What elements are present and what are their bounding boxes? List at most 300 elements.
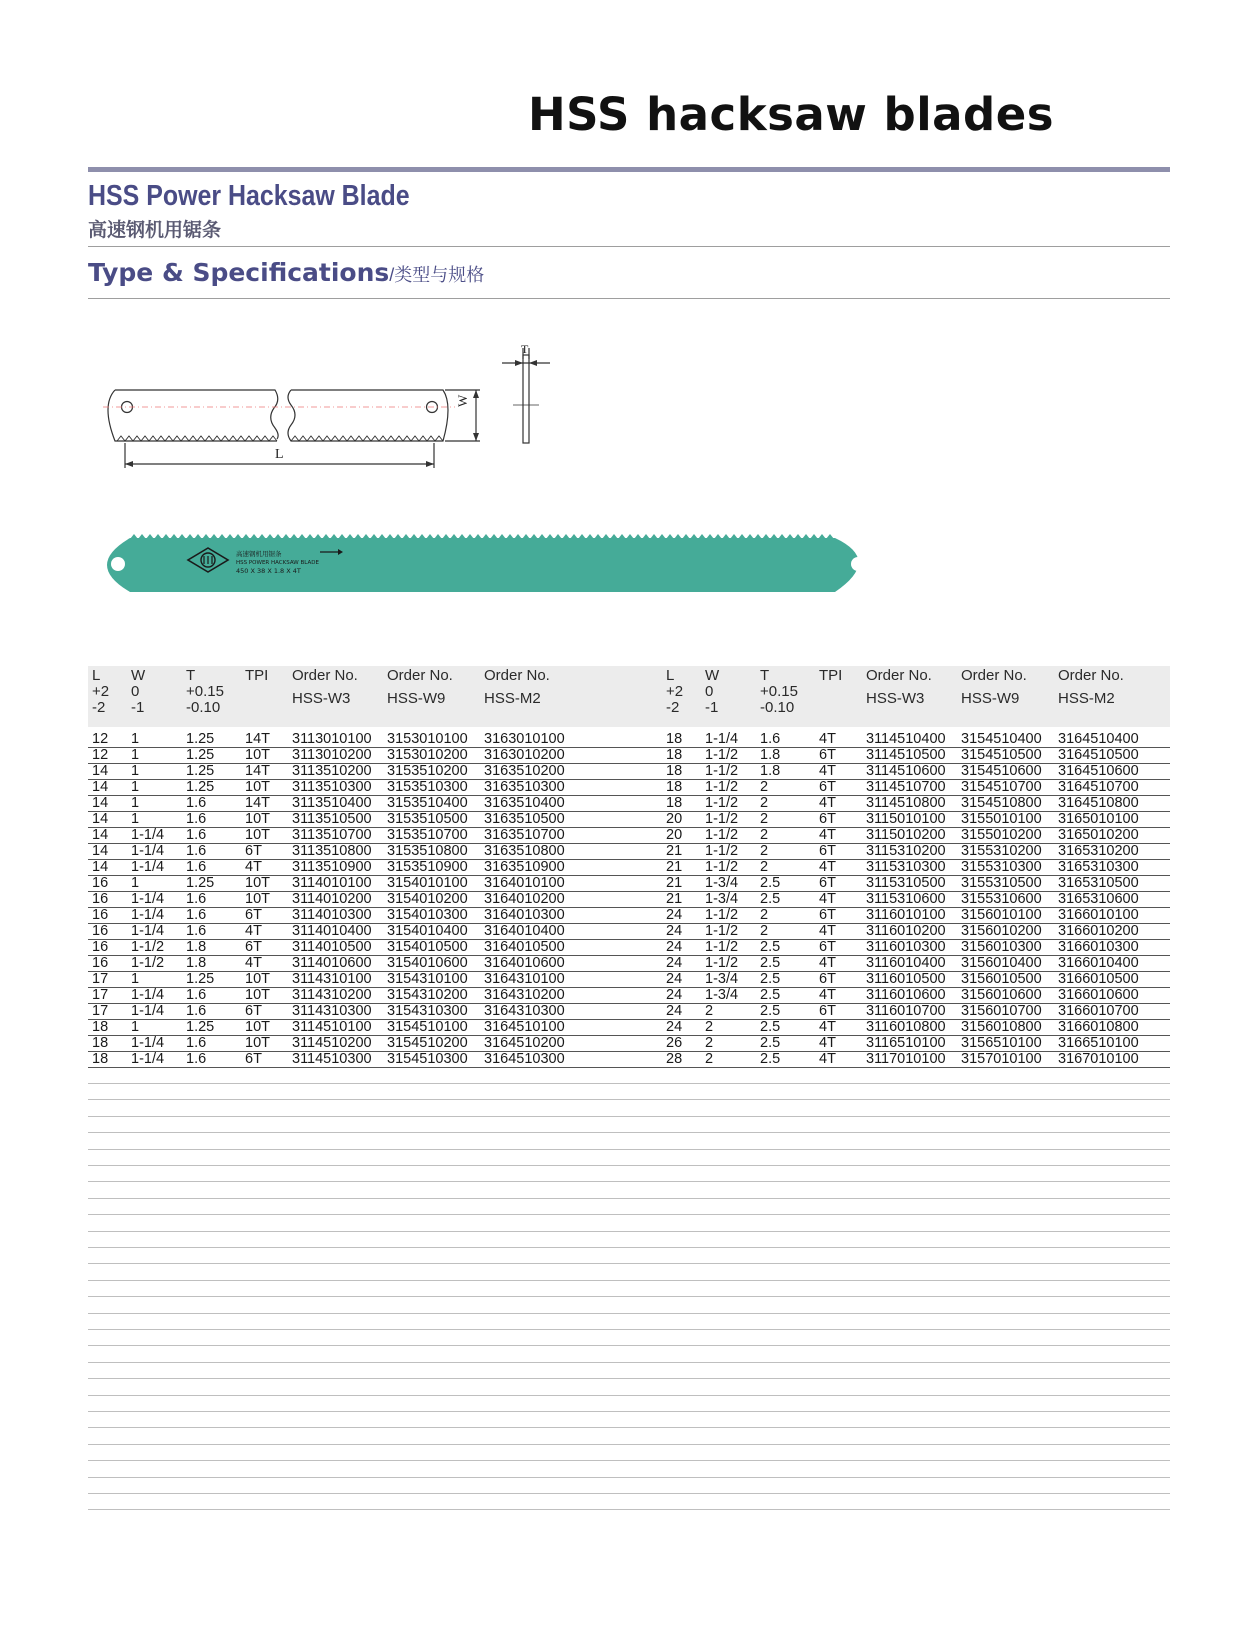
product-subtitle: 高速钢机用锯条	[88, 220, 222, 241]
thickness-profile	[523, 355, 529, 443]
cell-w: 1	[131, 747, 140, 763]
ruled-line	[88, 1444, 1170, 1445]
cell-w: 2	[705, 1051, 714, 1067]
cell-l: 24	[666, 1019, 683, 1035]
cell-order-m2: 3164510400	[1058, 731, 1139, 747]
cell-order-w9: 3155310600	[961, 891, 1042, 907]
cell-order-w3: 3114510400	[866, 731, 946, 747]
cell-w: 1-1/4	[131, 827, 165, 843]
cell-order-w9: 3154510400	[961, 731, 1042, 747]
table-row	[88, 779, 1170, 796]
dimension-label-t: T	[521, 345, 529, 356]
cell-w: 1-1/2	[705, 859, 739, 875]
header-l-line3: -2	[92, 699, 106, 716]
cell-l: 18	[666, 747, 683, 763]
ruled-line	[88, 1149, 1170, 1150]
product-title: HSS Power Hacksaw Blade	[88, 180, 410, 212]
cell-l: 16	[92, 891, 109, 907]
table-row	[88, 763, 1170, 780]
cell-w: 1-1/2	[131, 939, 165, 955]
cell-order-m2: 3164010400	[484, 923, 565, 939]
cell-w: 1-1/4	[131, 843, 165, 859]
table-row	[88, 1019, 1170, 1036]
cell-order-w3: 3114510800	[866, 795, 946, 811]
cell-order-w9: 3153510300	[387, 779, 468, 795]
cell-tpi: 4T	[819, 1019, 836, 1035]
cell-order-m2: 3164510300	[484, 1051, 565, 1067]
cell-tpi: 4T	[819, 731, 836, 747]
cell-order-m2: 3164010200	[484, 891, 565, 907]
cell-order-w9: 3154010100	[387, 875, 468, 891]
cell-l: 16	[92, 939, 109, 955]
cell-t: 1.6	[186, 827, 207, 843]
cell-order-w3: 3114010300	[292, 907, 372, 923]
cell-l: 21	[666, 843, 683, 859]
cell-l: 12	[92, 747, 109, 763]
cell-order-w9: 3153510800	[387, 843, 468, 859]
header-t-line2: +0.15	[186, 683, 224, 700]
cell-order-w9: 3155310200	[961, 843, 1042, 859]
table-row	[88, 955, 1170, 972]
cell-tpi: 4T	[819, 923, 836, 939]
cell-order-m2: 3165310300	[1058, 859, 1139, 875]
ruled-line	[88, 1116, 1170, 1117]
spec-heading	[88, 258, 484, 287]
page-title: HSS hacksaw blades	[528, 88, 1055, 141]
cell-w: 1	[131, 971, 140, 987]
ruled-line	[88, 1083, 1170, 1084]
ruled-line	[88, 1477, 1170, 1478]
cell-tpi: 10T	[245, 827, 270, 843]
cell-l: 18	[666, 763, 683, 779]
cell-l: 17	[92, 1003, 109, 1019]
cell-order-w3: 3113510500	[292, 811, 372, 827]
cell-order-w9: 3153010200	[387, 747, 468, 763]
table-row	[88, 939, 1170, 956]
cell-order-w3: 3113510200	[292, 763, 372, 779]
cell-order-w9: 3156510100	[961, 1035, 1042, 1051]
cell-order-w9: 3156010400	[961, 955, 1042, 971]
cell-order-m2: 3163510700	[484, 827, 565, 843]
cell-tpi: 6T	[819, 1003, 836, 1019]
cell-t: 2	[760, 859, 769, 875]
dimension-label-l: L	[275, 447, 284, 462]
table-row	[88, 731, 1170, 748]
cell-w: 1-1/2	[705, 795, 739, 811]
cell-t: 1.8	[760, 747, 781, 763]
cell-order-w3: 3113510700	[292, 827, 372, 843]
cell-w: 1-1/2	[705, 811, 739, 827]
ruled-line	[88, 1165, 1170, 1166]
ruled-line	[88, 1378, 1170, 1379]
cell-order-w3: 3115310500	[866, 875, 946, 891]
cell-tpi: 4T	[819, 827, 836, 843]
cell-l: 18	[666, 779, 683, 795]
header-order-w3-line2: HSS-W3	[292, 690, 351, 707]
cell-w: 2	[705, 1003, 714, 1019]
cell-order-w9: 3154510200	[387, 1035, 468, 1051]
ruled-line	[88, 1181, 1170, 1182]
cell-w: 1-1/2	[705, 939, 739, 955]
header-tpi-line1: TPI	[245, 667, 269, 684]
cell-l: 24	[666, 987, 683, 1003]
cell-order-w9: 3154510300	[387, 1051, 468, 1067]
cell-tpi: 6T	[819, 843, 836, 859]
cell-order-w9: 3157010100	[961, 1051, 1042, 1067]
cell-l: 18	[92, 1019, 109, 1035]
spec-title-cn: /类型与规格	[389, 265, 485, 285]
cell-order-m2: 3166510100	[1058, 1035, 1139, 1051]
cell-t: 1.25	[186, 747, 215, 763]
cell-w: 1	[131, 795, 140, 811]
cell-tpi: 14T	[245, 795, 270, 811]
cell-order-w9: 3156010300	[961, 939, 1042, 955]
cell-order-m2: 3164510600	[1058, 763, 1139, 779]
cell-tpi: 6T	[819, 747, 836, 763]
cell-w: 1-1/4	[705, 731, 739, 747]
cell-t: 2.5	[760, 987, 781, 1003]
cell-w: 1	[131, 1019, 140, 1035]
spec-title: Type & Specifications	[88, 258, 390, 287]
cell-tpi: 10T	[245, 811, 270, 827]
teeth-right	[291, 436, 443, 441]
header-order-m2-line2: HSS-M2	[1058, 690, 1115, 707]
cell-order-w9: 3156010500	[961, 971, 1042, 987]
cell-order-m2: 3166010500	[1058, 971, 1139, 987]
header-order-w9-line2: HSS-W9	[387, 690, 446, 707]
cell-t: 2.5	[760, 939, 781, 955]
cell-order-m2: 3165010100	[1058, 811, 1139, 827]
cell-l: 21	[666, 891, 683, 907]
cell-w: 1-1/2	[705, 747, 739, 763]
header-w-line3: -1	[131, 699, 145, 716]
cell-t: 1.6	[186, 811, 207, 827]
blade-hole-left	[111, 557, 125, 571]
cell-t: 2	[760, 907, 769, 923]
ruled-line	[88, 1099, 1170, 1100]
cell-t: 2	[760, 795, 769, 811]
header-t-line3: -0.10	[186, 699, 221, 716]
cell-order-m2: 3164510100	[484, 1019, 565, 1035]
cell-tpi: 4T	[245, 955, 262, 971]
cell-order-m2: 3164510500	[1058, 747, 1139, 763]
cell-w: 1-3/4	[705, 891, 739, 907]
cell-t: 2.5	[760, 891, 781, 907]
cell-tpi: 10T	[245, 891, 270, 907]
cell-order-m2: 3165310500	[1058, 875, 1139, 891]
cell-tpi: 4T	[819, 763, 836, 779]
cell-w: 1-3/4	[705, 875, 739, 891]
cell-w: 1-1/2	[131, 955, 165, 971]
cell-tpi: 6T	[819, 811, 836, 827]
cell-order-m2: 3165310600	[1058, 891, 1139, 907]
cell-order-m2: 3164010300	[484, 907, 565, 923]
cell-t: 1.6	[186, 1051, 207, 1067]
cell-tpi: 14T	[245, 763, 270, 779]
header-l-line3: -2	[666, 699, 680, 716]
cell-l: 18	[92, 1051, 109, 1067]
cell-l: 20	[666, 811, 683, 827]
cell-l: 14	[92, 827, 109, 843]
cell-order-w3: 3113010100	[292, 731, 372, 747]
table-row	[88, 811, 1170, 828]
cell-t: 1.6	[186, 1003, 207, 1019]
cell-tpi: 10T	[245, 747, 270, 763]
table-row	[88, 907, 1170, 924]
cell-l: 24	[666, 971, 683, 987]
header-order-w9-line1: Order No.	[961, 667, 1027, 684]
cell-order-w3: 3113010200	[292, 747, 372, 763]
ruled-line	[88, 1198, 1170, 1199]
header-l-line1: L	[92, 667, 101, 684]
cell-order-m2: 3163010200	[484, 747, 565, 763]
cell-order-w9: 3156010800	[961, 1019, 1042, 1035]
cell-tpi: 6T	[245, 939, 262, 955]
blade-print-size: 450 X 38 X 1.8 X 4T	[236, 567, 301, 575]
cell-order-w9: 3153510900	[387, 859, 468, 875]
ruled-line	[88, 1329, 1170, 1330]
cell-t: 1.6	[186, 795, 207, 811]
cell-t: 1.25	[186, 875, 215, 891]
cell-t: 1.8	[186, 939, 207, 955]
cell-order-w3: 3116010700	[866, 1003, 946, 1019]
header-t-line1: T	[760, 667, 770, 684]
ruled-line	[88, 1427, 1170, 1428]
cell-t: 1.25	[186, 1019, 215, 1035]
blade-product-image	[90, 530, 880, 600]
cell-l: 18	[666, 731, 683, 747]
cell-tpi: 10T	[245, 987, 270, 1003]
cell-order-w3: 3114010600	[292, 955, 372, 971]
cell-tpi: 6T	[245, 1003, 262, 1019]
cell-order-m2: 3166010100	[1058, 907, 1139, 923]
cell-t: 1.25	[186, 731, 215, 747]
cell-order-w3: 3116010200	[866, 923, 946, 939]
cell-order-m2: 3163510900	[484, 859, 565, 875]
cell-t: 1.8	[760, 763, 781, 779]
cell-order-w3: 3113510900	[292, 859, 372, 875]
cell-t: 1.25	[186, 763, 215, 779]
cell-l: 14	[92, 843, 109, 859]
cell-t: 2.5	[760, 1019, 781, 1035]
cell-w: 1	[131, 731, 140, 747]
cell-t: 1.8	[186, 955, 207, 971]
cell-t: 2	[760, 779, 769, 795]
cell-w: 1-1/2	[705, 923, 739, 939]
cell-tpi: 4T	[819, 987, 836, 1003]
cell-order-w3: 3115010200	[866, 827, 946, 843]
cell-order-m2: 3163510300	[484, 779, 565, 795]
cell-order-w9: 3153510400	[387, 795, 468, 811]
cell-l: 28	[666, 1051, 683, 1067]
cell-w: 1-1/4	[131, 907, 165, 923]
cell-order-w9: 3154510500	[961, 747, 1042, 763]
cell-order-w3: 3114310300	[292, 1003, 372, 1019]
header-tpi-line1: TPI	[819, 667, 843, 684]
cell-order-w9: 3153510700	[387, 827, 468, 843]
cell-order-w3: 3115310600	[866, 891, 946, 907]
cell-l: 17	[92, 987, 109, 1003]
blade-outline-right	[288, 390, 448, 441]
header-w-line2: 0	[705, 683, 714, 700]
cell-tpi: 4T	[245, 859, 262, 875]
cell-order-w9: 3156010200	[961, 923, 1042, 939]
top-divider	[88, 167, 1170, 172]
cell-order-w9: 3156010600	[961, 987, 1042, 1003]
cell-order-w3: 3114510100	[292, 1019, 372, 1035]
cell-w: 1-1/4	[131, 891, 165, 907]
cell-t: 2.5	[760, 875, 781, 891]
table-row	[88, 859, 1170, 876]
cell-order-m2: 3167010100	[1058, 1051, 1139, 1067]
cell-tpi: 4T	[819, 891, 836, 907]
cell-l: 24	[666, 955, 683, 971]
cell-w: 1-3/4	[705, 971, 739, 987]
cell-order-m2: 3163010100	[484, 731, 565, 747]
dimension-label-w: W	[455, 394, 470, 407]
table-row	[88, 795, 1170, 812]
cell-order-w9: 3154310300	[387, 1003, 468, 1019]
cell-order-w9: 3155010100	[961, 811, 1042, 827]
cell-t: 2.5	[760, 1003, 781, 1019]
ruled-line	[88, 1280, 1170, 1281]
cell-l: 24	[666, 939, 683, 955]
cell-t: 1.6	[186, 843, 207, 859]
cell-order-w3: 3116510100	[866, 1035, 946, 1051]
cell-tpi: 6T	[819, 939, 836, 955]
cell-l: 14	[92, 811, 109, 827]
cell-order-w9: 3154510800	[961, 795, 1042, 811]
header-l-line2: +2	[92, 683, 110, 700]
cell-t: 2.5	[760, 971, 781, 987]
cell-tpi: 4T	[819, 859, 836, 875]
cell-l: 14	[92, 779, 109, 795]
cell-l: 16	[92, 955, 109, 971]
ruled-line	[88, 1460, 1170, 1461]
section-divider	[88, 246, 1170, 247]
cell-order-w9: 3154510600	[961, 763, 1042, 779]
ruled-line	[88, 1214, 1170, 1215]
header-order-m2-line1: Order No.	[484, 667, 550, 684]
cell-t: 1.25	[186, 779, 215, 795]
cell-t: 1.6	[186, 859, 207, 875]
cell-order-w3: 3114510300	[292, 1051, 372, 1067]
cell-tpi: 14T	[245, 731, 270, 747]
cell-order-w3: 3115310300	[866, 859, 946, 875]
cell-w: 1-1/2	[705, 955, 739, 971]
ruled-line	[88, 1345, 1170, 1346]
cell-order-w3: 3116010800	[866, 1019, 946, 1035]
cell-w: 2	[705, 1019, 714, 1035]
cell-w: 1-1/2	[705, 763, 739, 779]
header-t-line2: +0.15	[760, 683, 798, 700]
cell-order-w9: 3154010400	[387, 923, 468, 939]
cell-order-w3: 3114510600	[866, 763, 946, 779]
cell-w: 1-1/2	[705, 843, 739, 859]
header-order-m2-line1: Order No.	[1058, 667, 1124, 684]
cell-l: 24	[666, 923, 683, 939]
cell-order-w9: 3156010700	[961, 1003, 1042, 1019]
cell-order-w3: 3116010300	[866, 939, 946, 955]
cell-t: 1.6	[186, 891, 207, 907]
cell-order-w3: 3117010100	[866, 1051, 946, 1067]
cell-order-w3: 3116010100	[866, 907, 946, 923]
header-w-line1: W	[705, 667, 720, 684]
cell-tpi: 6T	[819, 907, 836, 923]
cell-l: 16	[92, 923, 109, 939]
cell-l: 21	[666, 859, 683, 875]
header-w-line3: -1	[705, 699, 719, 716]
cell-order-w3: 3113510300	[292, 779, 372, 795]
blade-outline-left	[115, 390, 278, 439]
cell-order-w3: 3113510800	[292, 843, 372, 859]
cell-order-w3: 3116010400	[866, 955, 946, 971]
header-order-w9-line2: HSS-W9	[961, 690, 1020, 707]
cell-tpi: 4T	[819, 795, 836, 811]
ruled-line	[88, 1263, 1170, 1264]
cell-order-m2: 3164510700	[1058, 779, 1139, 795]
ruled-line	[88, 1509, 1170, 1510]
cell-l: 18	[92, 1035, 109, 1051]
blade-dimension-diagram	[95, 345, 575, 475]
cell-l: 17	[92, 971, 109, 987]
cell-order-m2: 3164310100	[484, 971, 565, 987]
header-l-line1: L	[666, 667, 675, 684]
table-row	[88, 987, 1170, 1004]
cell-order-w9: 3154010200	[387, 891, 468, 907]
cell-order-m2: 3164010500	[484, 939, 565, 955]
section-divider	[88, 298, 1170, 299]
cell-order-w3: 3114510200	[292, 1035, 372, 1051]
cell-l: 26	[666, 1035, 683, 1051]
ruled-line	[88, 1411, 1170, 1412]
cell-tpi: 6T	[245, 907, 262, 923]
cell-order-w3: 3114310200	[292, 987, 372, 1003]
header-order-w3-line1: Order No.	[866, 667, 932, 684]
cell-tpi: 6T	[819, 875, 836, 891]
cell-l: 20	[666, 827, 683, 843]
cell-order-w9: 3153010100	[387, 731, 468, 747]
blade-outline-left-end	[108, 390, 277, 441]
cell-tpi: 4T	[819, 1035, 836, 1051]
cell-t: 1.6	[186, 987, 207, 1003]
cell-order-m2: 3164010600	[484, 955, 565, 971]
cell-order-m2: 3165010200	[1058, 827, 1139, 843]
cell-l: 14	[92, 859, 109, 875]
table-row	[88, 971, 1170, 988]
cell-order-w3: 3115310200	[866, 843, 946, 859]
cell-tpi: 10T	[245, 1019, 270, 1035]
cell-w: 1-1/4	[131, 859, 165, 875]
ruled-line	[88, 1231, 1170, 1232]
ruled-line	[88, 1247, 1170, 1248]
cell-t: 2	[760, 811, 769, 827]
cell-order-w3: 3116010500	[866, 971, 946, 987]
cell-order-m2: 3166010700	[1058, 1003, 1139, 1019]
teeth-left	[117, 436, 277, 441]
cell-order-w9: 3153510500	[387, 811, 468, 827]
cell-tpi: 6T	[819, 971, 836, 987]
cell-t: 2	[760, 923, 769, 939]
table-row	[88, 747, 1170, 764]
cell-order-m2: 3166010800	[1058, 1019, 1139, 1035]
cell-order-w9: 3156010100	[961, 907, 1042, 923]
cell-w: 1-1/4	[131, 1051, 165, 1067]
cell-order-w9: 3154010600	[387, 955, 468, 971]
cell-tpi: 4T	[819, 1051, 836, 1067]
header-t-line3: -0.10	[760, 699, 795, 716]
cell-order-m2: 3163510400	[484, 795, 565, 811]
